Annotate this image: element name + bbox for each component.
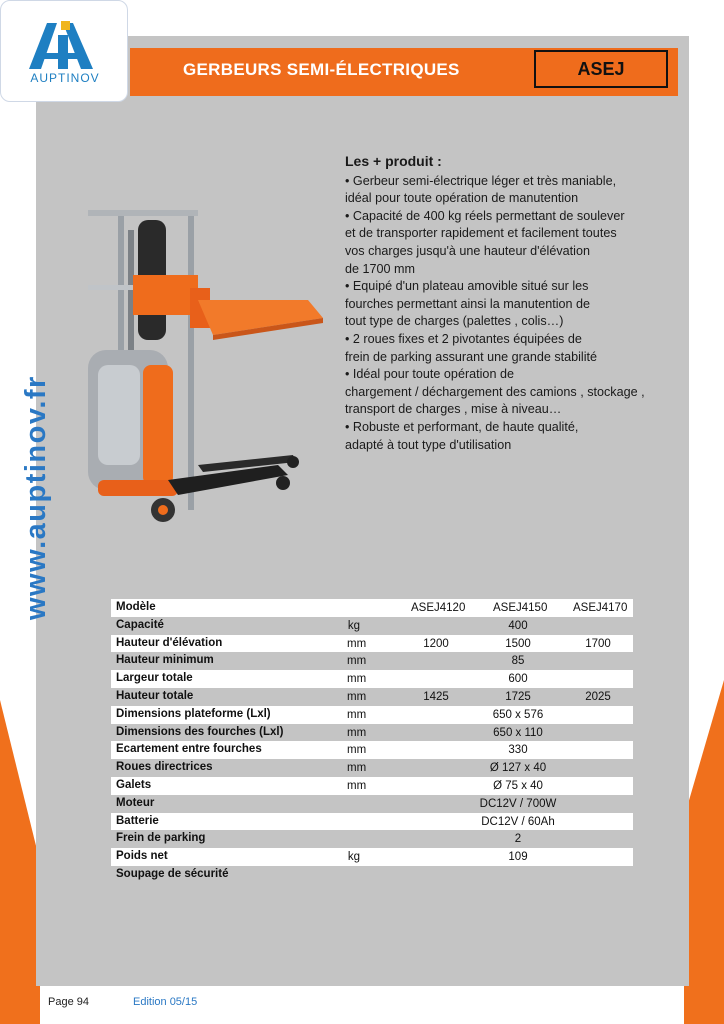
row-label: Batterie — [116, 814, 159, 827]
row-value: 400 — [508, 619, 528, 632]
model-header: ASEJ4120 — [411, 602, 466, 614]
description-line: • Capacité de 400 kg réels permettant de soulever — [345, 208, 625, 223]
row-unit: mm — [347, 779, 367, 792]
row-label: Hauteur d'élévation — [116, 636, 223, 649]
table-row — [111, 706, 633, 724]
row-label: Capacité — [116, 618, 164, 631]
row-value: 2 — [514, 833, 522, 846]
row-value: 650 x 110 — [493, 726, 543, 739]
row-label: Frein de parking — [116, 832, 206, 845]
table-row — [111, 670, 633, 688]
row-value: Ø 127 x 40 — [489, 762, 547, 775]
description-line: vos charges jusqu'à une hauteur d'élévation — [345, 243, 590, 258]
row-unit: mm — [347, 762, 367, 775]
description-line: fourches permettant ainsi la manutention de — [345, 296, 591, 311]
row-unit: mm — [347, 708, 367, 721]
orange-accent-right — [684, 680, 724, 1024]
row-unit: mm — [347, 726, 367, 739]
row-value: Ø 75 x 40 — [493, 779, 543, 792]
description-line: • Robuste et performant, de haute qualité, — [345, 419, 579, 434]
row-unit: kg — [347, 619, 361, 632]
description-line: frein de parking assurant une grande stabilité — [345, 349, 598, 364]
description-line: adapté à tout type d'utilisation — [345, 437, 512, 452]
row-label: Dimensions des fourches (Lxl) — [116, 725, 284, 738]
website-link[interactable]: www.auptinov.fr — [20, 375, 52, 620]
row-value: 650 x 576 — [492, 708, 544, 721]
table-row — [111, 617, 633, 635]
model-header: ASEJ4150 — [493, 602, 548, 614]
header-label: Modèle — [116, 601, 156, 613]
table-row — [111, 830, 633, 848]
row-value: 109 — [508, 851, 528, 864]
table-row — [111, 848, 633, 866]
row-unit: mm — [347, 655, 367, 668]
row-label: Hauteur totale — [116, 689, 194, 702]
description-line: idéal pour toute opération de manutention — [345, 191, 579, 206]
row-value: 1200 — [423, 637, 449, 650]
table-header-row — [111, 599, 633, 617]
description-line: transport de charges , mise à niveau… — [345, 402, 562, 417]
row-label: Dimensions plateforme (Lxl) — [116, 707, 271, 720]
description-line: chargement / déchargement des camions , stockage , — [345, 384, 645, 399]
row-value: 1700 — [585, 637, 611, 650]
model-header: ASEJ4170 — [573, 602, 628, 614]
row-label: Soupage de sécurité — [116, 867, 229, 880]
table-row — [111, 795, 633, 813]
row-value: 1725 — [505, 690, 531, 703]
edition-label: Edition 05/15 — [133, 996, 198, 1008]
description-line: de 1700 mm — [345, 261, 416, 276]
product-description — [345, 153, 680, 454]
table-row — [111, 635, 633, 653]
description-line: • Gerbeur semi-électrique léger et très maniable, — [345, 173, 617, 188]
row-value: 85 — [511, 655, 525, 668]
row-label: Galets — [116, 778, 152, 791]
specs-table — [111, 599, 633, 884]
reference-box: ASEJ — [534, 50, 668, 88]
row-value: 1425 — [423, 690, 449, 703]
row-unit: mm — [347, 637, 367, 650]
row-value: 2025 — [585, 690, 611, 703]
logo[interactable] — [0, 0, 128, 102]
page-title: GERBEURS SEMI-ÉLECTRIQUES — [183, 60, 460, 79]
description-line: • Idéal pour toute opération de — [345, 367, 514, 382]
row-unit: mm — [347, 744, 367, 757]
row-value: DC12V / 700W — [479, 797, 557, 810]
row-value: 600 — [508, 673, 528, 686]
auptinov-logo-icon — [1, 1, 129, 71]
table-row — [111, 866, 633, 884]
table-row — [111, 759, 633, 777]
row-label: Roues directrices — [116, 761, 213, 774]
row-label: Largeur totale — [116, 672, 193, 685]
row-unit: mm — [347, 690, 367, 703]
description-title: Les + produit : — [345, 153, 442, 169]
table-row — [111, 652, 633, 670]
row-unit: mm — [347, 673, 367, 686]
row-label: Moteur — [116, 796, 155, 809]
description-line: tout type de charges (palettes , colis…) — [345, 314, 564, 329]
row-unit: kg — [347, 851, 361, 864]
table-row — [111, 813, 633, 831]
row-label: Ecartement entre fourches — [116, 743, 262, 756]
table-row — [111, 724, 633, 742]
orange-accent-left — [0, 700, 40, 1024]
page-number: Page 94 — [48, 996, 89, 1008]
description-line: et de transporter rapidement et facilement toutes — [345, 226, 617, 241]
description-line: • 2 roues fixes et 2 pivotantes équipées de — [345, 331, 582, 346]
row-label: Hauteur minimum — [116, 654, 214, 667]
row-value: 1500 — [505, 637, 531, 650]
table-row — [111, 741, 633, 759]
row-label: Poids net — [116, 850, 168, 863]
description-line: • Equipé d'un plateau amovible situé sur les — [345, 279, 589, 294]
logo-text: AUPTINOV — [30, 71, 100, 85]
stacker-product-image — [78, 200, 328, 540]
table-row — [111, 777, 633, 795]
row-value: DC12V / 60Ah — [481, 815, 555, 828]
table-row — [111, 688, 633, 706]
row-value: 330 — [508, 744, 528, 757]
